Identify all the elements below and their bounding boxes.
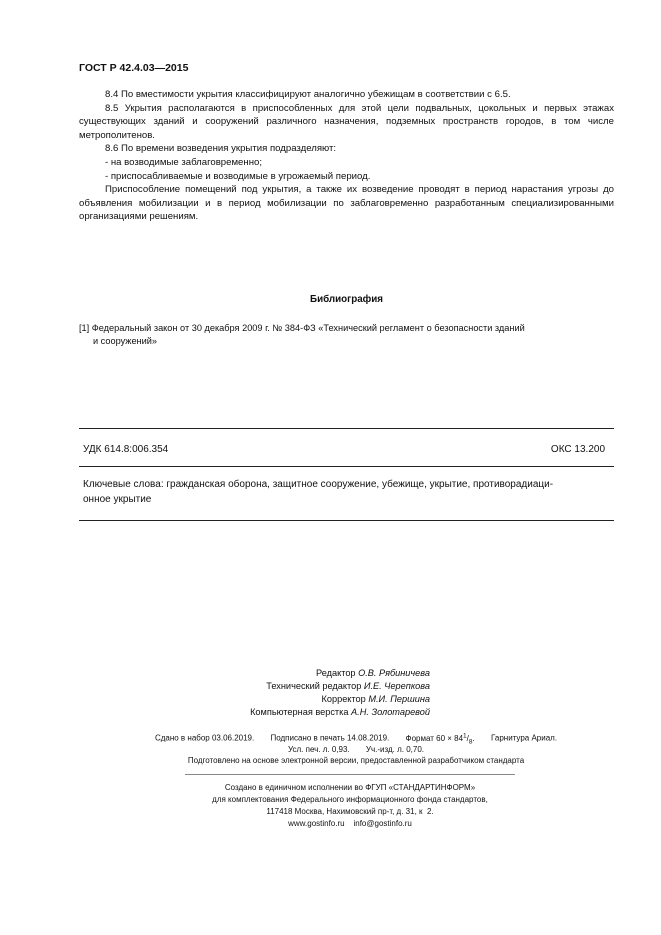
imprint-line-1 [96,732,616,745]
publisher-line-2: для комплектования Федерального информационного фонда стандартов, [212,795,488,804]
paragraph-8-6: 8.6 По времени возведения укрытия подразделяют: [105,143,337,155]
imprint-format: Формат $60 \times 84^1/_8$. [405,732,475,746]
publisher-divider [185,774,515,775]
publisher-email[interactable]: info@gostinfo.ru [353,819,412,828]
list-item-advance: - на возводимые заблаговременно; [105,156,262,168]
credit-layout: Компьютерная верстка А.Н. Золотаревой [250,707,430,717]
keywords [83,478,603,507]
list-item-threat-period: - приспосабливаемые и возводимые в угрожаемый период. [105,170,371,182]
bibliography-item-1-line-2: и сооружений» [93,335,158,346]
paragraph-8-5: 8.5 Укрытия располагаются в приспособленных для этой цели подвальных, цокольных и первых этажах существующих зданий и сооружений различного назначения, подземных пространств городов, в том числе метрополитенов. [79,102,614,141]
bibliography-item-1-line-1: [1] Федеральный закон от 30 декабря 2009 г. № 384-ФЗ «Технический регламент о безопасности зданий [79,323,525,333]
middle-divider [79,466,614,467]
credit-editor: Редактор О.В. Рябиничева [315,668,430,678]
udk-code: УДК 614.8:006.354 [83,444,169,455]
imprint-pub-sheets: Уч.-изд. л. 0,70. [365,745,425,754]
publisher-line-1: Создано в единичном исполнении во ФГУП «СТАНДАРТИНФОРМ» [224,783,476,792]
top-divider [79,428,614,429]
bibliography-item-1 [79,322,614,348]
paragraph-adaptation: Приспособление помещений под укрытия, а также их возведение проводят в период нарастания угрозы до объявления мобилизации и в период мобилизации по заблаговременно разработанным специализированными организациями решениям. [79,184,614,223]
paragraph-8-4: 8.4 По вместимости укрытия классифицируют аналогично убежищам в соответствии с 6.5. [105,89,511,100]
publisher-website[interactable]: www.gostinfo.ru [288,819,345,828]
publisher-contacts [150,818,550,830]
section-8-text [79,88,614,224]
bibliography-title: Библиография [310,294,383,305]
credits-block [150,667,430,719]
imprint-prepared: Подготовлено на основе электронной версии, предоставленной разработчиком стандарта [187,756,525,765]
imprint-line-2 [96,745,616,754]
oks-code: ОКС 13.200 [550,444,605,455]
imprint-signed: Подписано в печать 14.08.2019. [270,733,390,743]
bottom-divider [79,520,614,521]
credit-corrector: Корректор М.И. Першина [321,694,430,704]
publisher-block [150,782,550,830]
imprint-submitted: Сдано в набор 03.06.2019. [154,733,255,743]
keywords-line-1: Ключевые слова: гражданская оборона, защитное сооружение, убежище, укрытие, противорадиаци- [83,479,554,490]
credit-tech-editor: Технический редактор И.Е. Черепкова [266,681,430,691]
imprint-font: Гарнитура Ариал. [491,733,558,743]
keywords-line-2: онное укрытие [83,493,152,505]
imprint-print-sheets: Усл. печ. л. 0,93. [287,745,350,754]
document-header: ГОСТ Р 42.4.03—2015 [79,62,189,74]
publisher-line-3: 117418 Москва, Нахимовский пр-т, д. 31, к 2. [266,807,434,816]
